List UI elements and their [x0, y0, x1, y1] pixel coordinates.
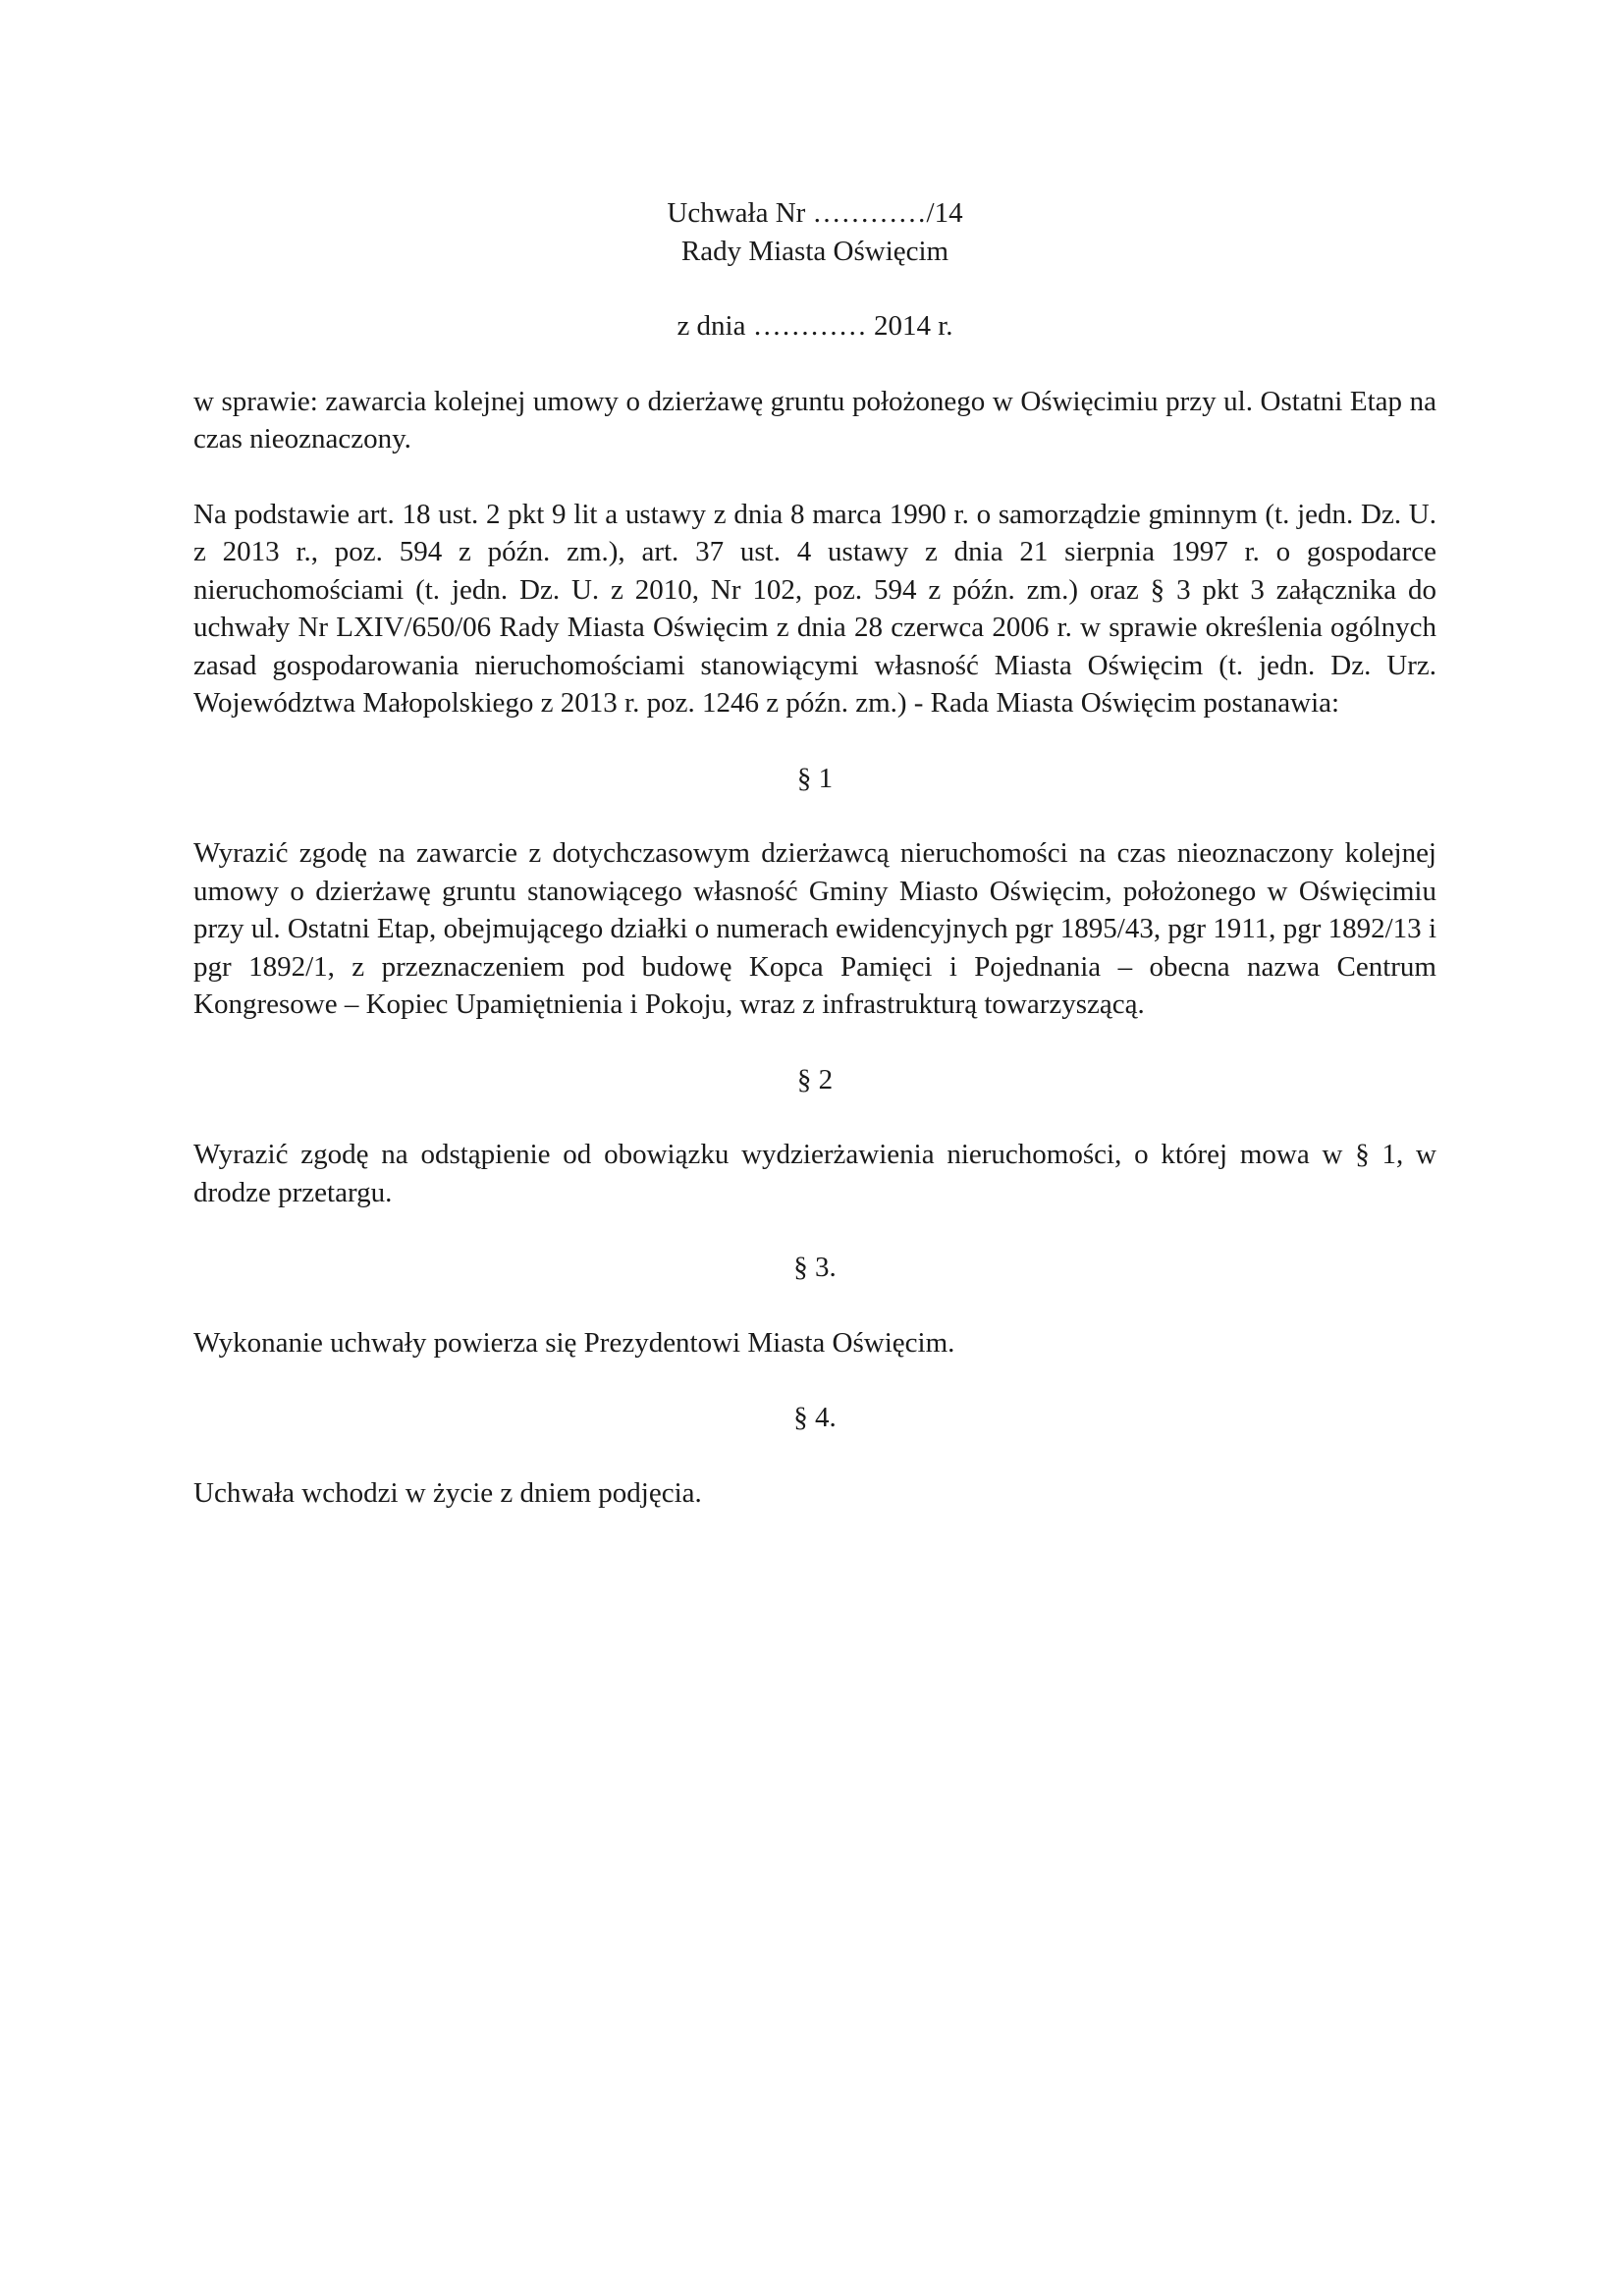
section-4-mark: § 4. [793, 1402, 837, 1433]
resolution-date: z dnia ………… 2014 r. [677, 310, 953, 342]
resolution-subject: w sprawie: zawarcia kolejnej umowy o dzierżawę gruntu położonego w Oświęcimiu przy ul. Ostatni Etap na czas nieoznaczony. [193, 385, 1436, 454]
section-3-mark: § 3. [793, 1252, 837, 1283]
resolution-header [193, 194, 1436, 270]
section-1-mark: § 1 [796, 762, 834, 794]
document-page [193, 194, 1436, 1512]
legal-basis: Na podstawie art. 18 ust. 2 pkt 9 lit a ustawy z dnia 8 marca 1990 r. o samorządzie gminnym (t. jedn. Dz. U. z 2013 r., poz. 594 z późn. zm.), art. 37 ust. 4 ustawy z dnia 21 sierpnia 1997 r. o gospodarce nieruchomościami (t. jedn. Dz. U. z 2010, Nr 102, poz. 594 z późn. zm.) oraz § 3 pkt 3 załącznika do uchwały Nr LXIV/650/06 Rady Miasta Oświęcim z dnia 28 czerwca 2006 r. w sprawie określenia ogólnych zasad gospodarowania nieruchomościami stanowiącymi własność Miasta Oświęcim (t. jedn. Dz. Urz. Województwa Małopolskiego z 2013 r. poz. 1246 z późn. zm.) - Rada Miasta Oświęcim postanawia: [193, 498, 1436, 719]
resolution-number: Uchwała Nr …………/14 [667, 197, 963, 229]
section-2-mark: § 2 [796, 1063, 834, 1095]
section-2-text: Wyrazić zgodę na odstąpienie od obowiązku wydzierżawienia nieruchomości, o której mowa w § 1, w drodze przetargu. [193, 1139, 1436, 1208]
issuing-body: Rady Miasta Oświęcim [680, 235, 949, 267]
section-3-text: Wykonanie uchwały powierza się Prezydentowi Miasta Oświęcim. [193, 1326, 955, 1359]
section-1-text: Wyrazić zgodę na zawarcie z dotychczasowym dzierżawcą nieruchomości na czas nieoznaczony kolejnej umowy o dzierżawę gruntu stanowiącego własność Gminy Miasto Oświęcim, położonego w Oświęcimiu przy ul. Ostatni Etap, obejmującego działki o numerach ewidencyjnych pgr 1895/43, pgr 1911, pgr 1892/13 i pgr 1892/1, z przeznaczeniem pod budowę Kopca Pamięci i Pojednania – obecna nazwa Centrum Kongresowe – Kopiec Upamiętnienia i Pokoju, wraz z infrastrukturą towarzyszącą. [193, 837, 1436, 1020]
section-4-text: Uchwała wchodzi w życie z dniem podjęcia. [193, 1476, 702, 1509]
